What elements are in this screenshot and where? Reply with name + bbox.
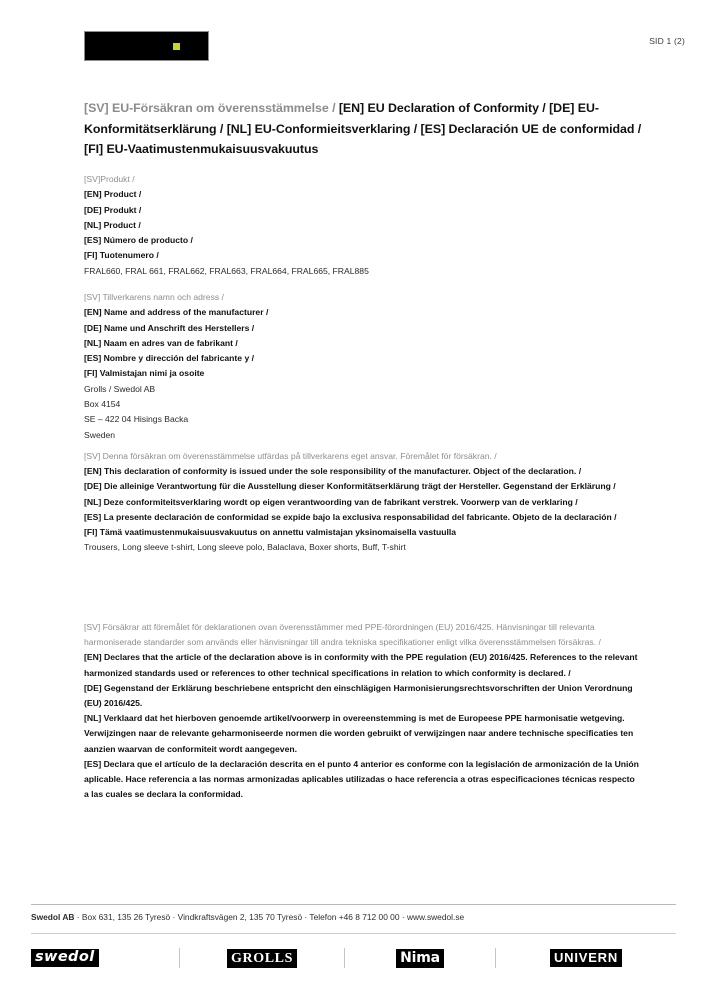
grolls-brand-logo: GROLLS — [227, 949, 297, 968]
product-numbers: FRAL660, FRAL 661, FRAL662, FRAL663, FRAL664, FRAL665, FRAL885 — [84, 265, 369, 276]
responsibility-sv: [SV] Denna försäkran om överensstämmelse utfärdas på tillverkarens eget ansvar. Föremålet för försäkran. / — [84, 451, 497, 461]
manufacturer-label-de: [DE] Name und Anschrift des Herstellers / — [84, 322, 255, 333]
brand-cell-univern — [496, 949, 676, 967]
manufacturer-label-nl: [NL] Naam en adres van de fabrikant / — [84, 337, 238, 348]
responsibility-nl: [NL] Deze conformiteitsverklaring wordt op eigen verantwoording van de fabrikant verstrek. Voorwerp van de verklaring / — [84, 496, 578, 507]
product-label-de: [DE] Produkt / — [84, 204, 142, 215]
brand-cell-nima — [345, 949, 495, 968]
footer-company-name: Swedol AB — [31, 912, 75, 922]
title-sv-part: [SV] EU-Försäkran om överensstämmelse / — [84, 101, 339, 115]
manufacturer-po-box: Box 4154 — [84, 399, 121, 410]
product-type-list: Trousers, Long sleeve t-shirt, Long sleeve polo, Balaclava, Boxer shorts, Buff, T-shirt — [84, 542, 406, 553]
brand-cell-grolls — [180, 949, 344, 968]
footer-divider-bottom — [31, 933, 676, 934]
product-section — [84, 172, 640, 279]
manufacturer-name: Grolls / Swedol AB — [84, 383, 156, 394]
product-label-en: [EN] Product / — [84, 189, 142, 200]
manufacturer-section — [84, 290, 640, 443]
ppe-sv: [SV] Försäkrar att föremålet för deklarationen ovan överensstämmer med PPE-förordningen (EU) 2016/425. Hänvisningar till relevanta harmoniserade standarder som används eller hänvisningar till andra tekniska specifikationer enligt vilka överensstämmelsen försäkras. / — [84, 622, 601, 648]
nima-brand-logo: Nima — [396, 949, 444, 968]
title-rest-part: [EN] EU Declaration of Conformity / [DE] EU-Konformitätserklärung / [NL] EU-Conformieitsverklaring / [ES] Declaración UE de conformidad / [FI] EU-Vaatimustenmukaisuusvakuutus — [84, 101, 642, 156]
product-label-es: [ES] Número de producto / — [84, 235, 193, 246]
product-label-sv: [SV]Produkt / — [84, 174, 135, 184]
footer-contact-line — [31, 912, 464, 922]
responsibility-section — [84, 449, 640, 555]
manufacturer-city: SE – 422 04 Hisings Backa — [84, 414, 189, 425]
responsibility-fi: [FI] Tämä vaatimustenmukaisuusvakuutus on annettu valmistajan yksinomaisella vastuulla — [84, 527, 457, 538]
swedol-brand-logo: swedol — [31, 949, 99, 967]
manufacturer-label-en: [EN] Name and address of the manufacturer / — [84, 307, 269, 318]
product-label-fi: [FI] Tuotenumero / — [84, 250, 159, 261]
responsibility-de: [DE] Die alleinige Verantwortung für die Ausstellung dieser Konformitätserklärung trägt der Hersteller. Gegenstand der Erklärung / — [84, 481, 616, 492]
page-indicator: SID 1 (2) — [649, 36, 685, 46]
ppe-en: [EN] Declares that the article of the declaration above is in conformity with the PPE regulation (EU) 2016/425. References to the relevant harmonized standards used or references to other technical specifications in relation to which conformity is declared. / — [84, 652, 638, 678]
footer-contact-details: · Box 631, 135 26 Tyresö · Vindkraftsvägen 2, 135 70 Tyresö · Telefon +46 8 712 00 00 · www.swedol.se — [74, 912, 465, 922]
manufacturer-label-sv: [SV] Tillverkarens namn och adress / — [84, 292, 224, 302]
ppe-es: [ES] Declara que el artículo de la declaración descrita en el punto 4 anterior es conforme con la legislación de armonización de la Unión aplicable. Hace referencia a las normas armonizadas aplicables utilizadas o hace referencia a otras especificaciones técnicas respecto a las cuales se declara la conformidad. — [84, 758, 639, 800]
logo-accent-square — [173, 43, 180, 50]
document-title — [84, 98, 644, 160]
page-header — [0, 31, 707, 75]
swedol-logo — [84, 31, 209, 61]
product-label-nl: [NL] Product / — [84, 219, 141, 230]
manufacturer-label-fi: [FI] Valmistajan nimi ja osoite — [84, 368, 205, 379]
univern-brand-logo: UNIVERN — [550, 949, 622, 967]
brand-logo-bar — [31, 944, 676, 972]
manufacturer-country: Sweden — [84, 429, 116, 440]
ppe-nl: [NL] Verklaard dat het hierboven genoemde artikel/voorwerp in overeenstemming is met de Europeese PPE harmonisatie wetgeving. Verwijzingen naar de relevante geharmoniseerde normen die worden gebruikt of verwijzingen naar andere technische specificaties ten aanzien waarvan de conformiteit wordt aangegeven. — [84, 713, 634, 754]
footer-divider-top — [31, 904, 676, 905]
brand-cell-swedol — [31, 949, 179, 967]
manufacturer-label-es: [ES] Nombre y dirección del fabricante y / — [84, 353, 255, 364]
responsibility-en: [EN] This declaration of conformity is issued under the sole responsibility of the manufacturer. Object of the declaration. / — [84, 466, 582, 477]
ppe-regulation-section — [84, 620, 640, 802]
ppe-de: [DE] Gegenstand der Erklärung beschriebene entspricht den einschlägigen Harmonisierungsrechtsvorschriften der Union Verordnung (EU) 2016/425. — [84, 682, 633, 709]
responsibility-es: [ES] La presente declaración de conformidad se expide bajo la exclusiva responsabilidad del fabricante. Objeto de la declaración / — [84, 511, 617, 522]
